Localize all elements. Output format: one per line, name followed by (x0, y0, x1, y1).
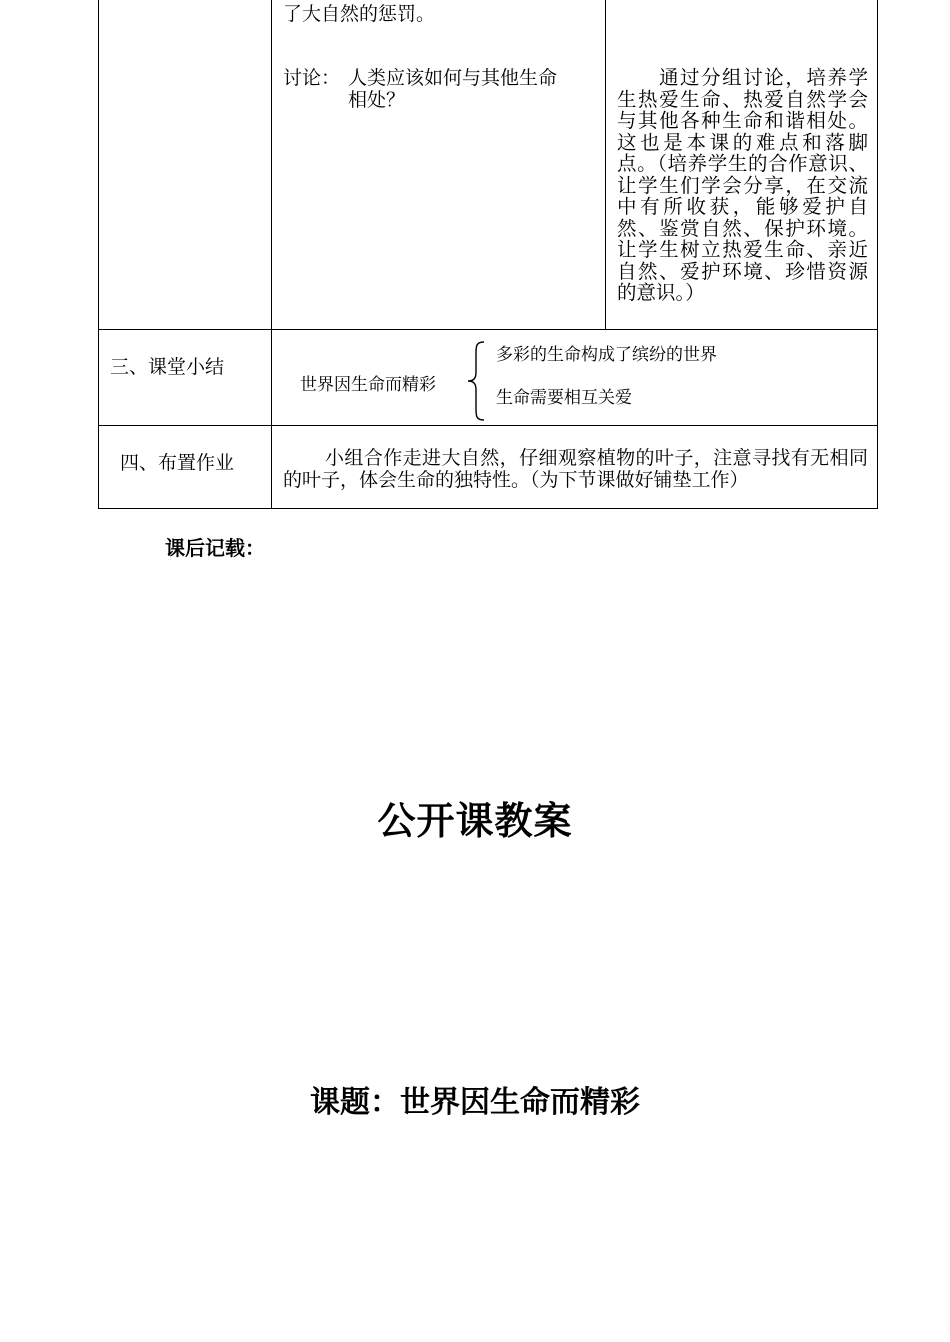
section-homework-label: 四、布置作业 (120, 452, 235, 474)
discussion-question-line1: 人类应该如何与其他生命 (348, 67, 558, 89)
table-divider-col2 (605, 0, 606, 330)
cell-text-punishment: 了大自然的惩罚。 (283, 3, 436, 25)
summary-center-text: 世界因生命而精彩 (300, 375, 436, 395)
table-border-right (877, 0, 878, 509)
table-row-divider-2 (98, 425, 878, 426)
cover-title: 公开课教案 (377, 799, 573, 843)
table-divider-col1 (271, 0, 272, 509)
discussion-prefix: 讨论： (283, 67, 341, 89)
table-row-divider-1 (98, 329, 878, 330)
cover-subject: 课题：世界因生命而精彩 (310, 1085, 640, 1120)
after-class-note-label: 课后记载： (165, 536, 265, 560)
table-border-left (98, 0, 99, 509)
discussion-question-line2: 相处？ (348, 89, 406, 111)
teaching-purpose-text: 通过分组讨论，培养学生热爱生命、热爱自然学会与其他各种生命和谐相处。这也是本课的难点和落脚点。（培养学生的合作意识、让学生们学会分享，在交流中有所收获，能够爱护自然、鉴赏自然、保护环境。让学生树立热爱生命、亲近自然、爱护环境、珍惜资源的意识。） (617, 66, 868, 304)
section-summary-label: 三、课堂小结 (110, 356, 225, 378)
table-border-bottom (98, 508, 878, 509)
summary-branch-1: 多彩的生命构成了缤纷的世界 (496, 345, 717, 365)
summary-branch-2: 生命需要相互关爱 (496, 388, 632, 408)
brace-icon (462, 340, 492, 422)
homework-text: 小组合作走进大自然，仔细观察植物的叶子，注意寻找有无相同的叶子，体会生命的独特性。（为下节课做好铺垫工作） (283, 447, 868, 491)
